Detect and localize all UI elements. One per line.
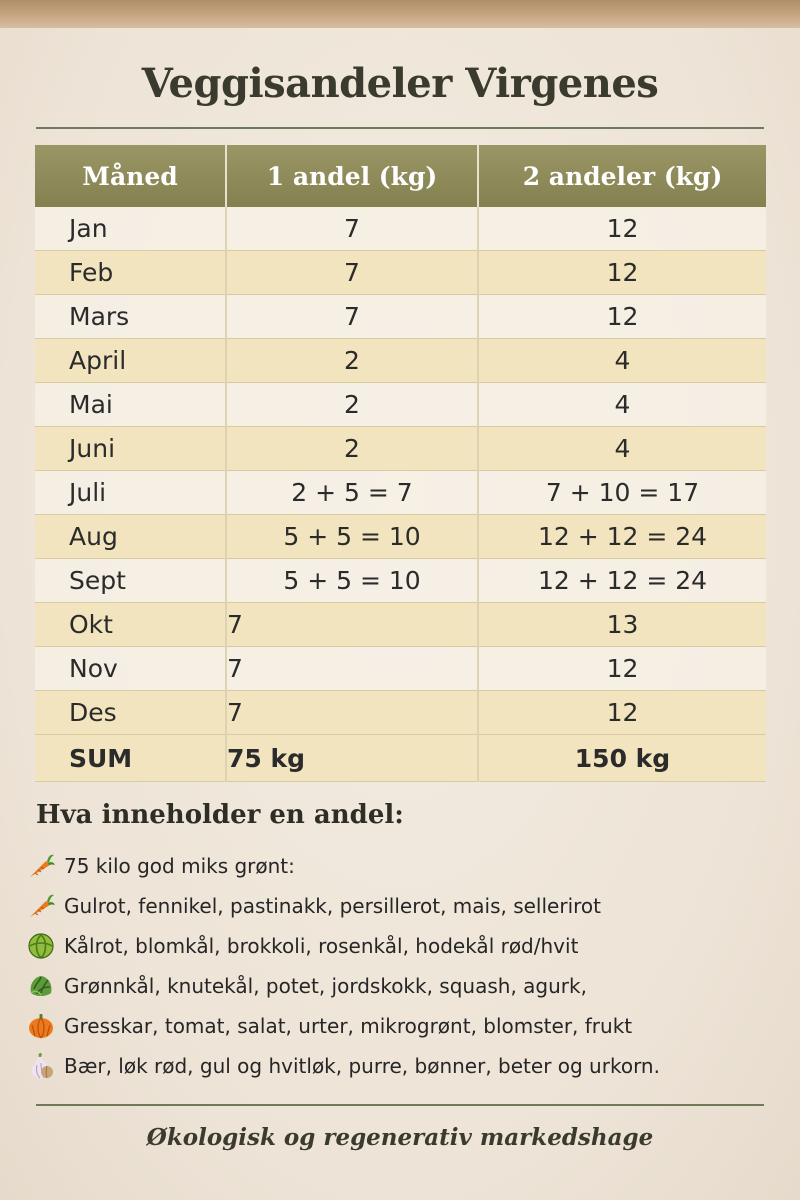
- list-item-text: Bær, løk rød, gul og hvitløk, purre, bønner, beter og urkorn.: [64, 1054, 660, 1078]
- cell-month: Juni: [35, 427, 226, 471]
- cell-one-share: 5 + 5 = 10: [226, 559, 478, 603]
- sum-one-share: 75 kg: [226, 735, 478, 782]
- cell-month: Aug: [35, 515, 226, 559]
- cell-month: Nov: [35, 647, 226, 691]
- cell-two-shares: 12 + 12 = 24: [478, 559, 766, 603]
- footer-divider: [36, 1104, 764, 1106]
- cell-month: Okt: [35, 603, 226, 647]
- list-item: [26, 966, 786, 1006]
- sum-label: SUM: [35, 735, 226, 782]
- cell-month: Des: [35, 691, 226, 735]
- cell-one-share: 2: [226, 383, 478, 427]
- cell-two-shares: 4: [478, 427, 766, 471]
- cell-one-share: 7: [226, 207, 478, 251]
- cell-month: Sept: [35, 559, 226, 603]
- table-row: [35, 383, 766, 427]
- cell-one-share: 5 + 5 = 10: [226, 515, 478, 559]
- cell-one-share: 7: [226, 603, 478, 647]
- contents-list: [26, 846, 786, 1086]
- list-item-text: Grønnkål, knutekål, potet, jordskokk, squash, agurk,: [64, 974, 587, 998]
- table-row: [35, 471, 766, 515]
- column-header-one-share: 1 andel (kg): [226, 145, 478, 207]
- carrot-icon: [26, 891, 56, 921]
- column-header-two-shares: 2 andeler (kg): [478, 145, 766, 207]
- column-header-month: Måned: [35, 145, 226, 207]
- cell-two-shares: 7 + 10 = 17: [478, 471, 766, 515]
- list-item: [26, 886, 786, 926]
- footer-tagline: Økologisk og regenerativ markedshage: [146, 1124, 654, 1151]
- title-divider: [36, 127, 764, 129]
- table-row: [35, 251, 766, 295]
- list-item: [26, 1006, 786, 1046]
- list-item-text: 75 kilo god miks grønt:: [64, 854, 295, 878]
- table-row: [35, 647, 766, 691]
- cell-month: Jan: [35, 207, 226, 251]
- sum-two-shares: 150 kg: [478, 735, 766, 782]
- list-item-text: Kålrot, blomkål, brokkoli, rosenkål, hodekål rød/hvit: [64, 934, 579, 958]
- cell-month: Mars: [35, 295, 226, 339]
- share-table: [35, 145, 766, 782]
- table-row: [35, 559, 766, 603]
- cell-two-shares: 12: [478, 207, 766, 251]
- cell-two-shares: 12: [478, 295, 766, 339]
- cell-one-share: 7: [226, 647, 478, 691]
- cell-two-shares: 13: [478, 603, 766, 647]
- table-row: [35, 691, 766, 735]
- cell-one-share: 7: [226, 691, 478, 735]
- table-row: [35, 295, 766, 339]
- list-item: [26, 926, 786, 966]
- cell-two-shares: 12: [478, 251, 766, 295]
- cell-one-share: 7: [226, 295, 478, 339]
- table-row: [35, 603, 766, 647]
- cell-two-shares: 12: [478, 647, 766, 691]
- cell-two-shares: 4: [478, 383, 766, 427]
- list-item-text: Gresskar, tomat, salat, urter, mikrogrønt, blomster, frukt: [64, 1014, 633, 1038]
- list-item-text: Gulrot, fennikel, pastinakk, persillerot, mais, sellerirot: [64, 894, 601, 918]
- cell-one-share: 2 + 5 = 7: [226, 471, 478, 515]
- table-row: [35, 207, 766, 251]
- sum-row: [35, 735, 766, 782]
- table-header-row: [35, 145, 766, 207]
- cell-one-share: 7: [226, 251, 478, 295]
- table-row: [35, 515, 766, 559]
- cell-month: April: [35, 339, 226, 383]
- cell-month: Feb: [35, 251, 226, 295]
- cell-two-shares: 4: [478, 339, 766, 383]
- cell-two-shares: 12: [478, 691, 766, 735]
- cabbage-icon: [26, 931, 56, 961]
- cell-one-share: 2: [226, 339, 478, 383]
- section-title: Hva inneholder en andel:: [36, 800, 404, 830]
- page-title: Veggisandeler Virgenes: [141, 60, 659, 107]
- cell-month: Mai: [35, 383, 226, 427]
- cell-two-shares: 12 + 12 = 24: [478, 515, 766, 559]
- wood-background: [0, 0, 800, 30]
- table-row: [35, 339, 766, 383]
- pumpkin-icon: [26, 1011, 56, 1041]
- cell-month: Juli: [35, 471, 226, 515]
- carrot-icon: [26, 851, 56, 881]
- onion-icon: [26, 1051, 56, 1081]
- table-row: [35, 427, 766, 471]
- kale-icon: [26, 971, 56, 1001]
- cell-one-share: 2: [226, 427, 478, 471]
- list-item: [26, 1046, 786, 1086]
- list-item: [26, 846, 786, 886]
